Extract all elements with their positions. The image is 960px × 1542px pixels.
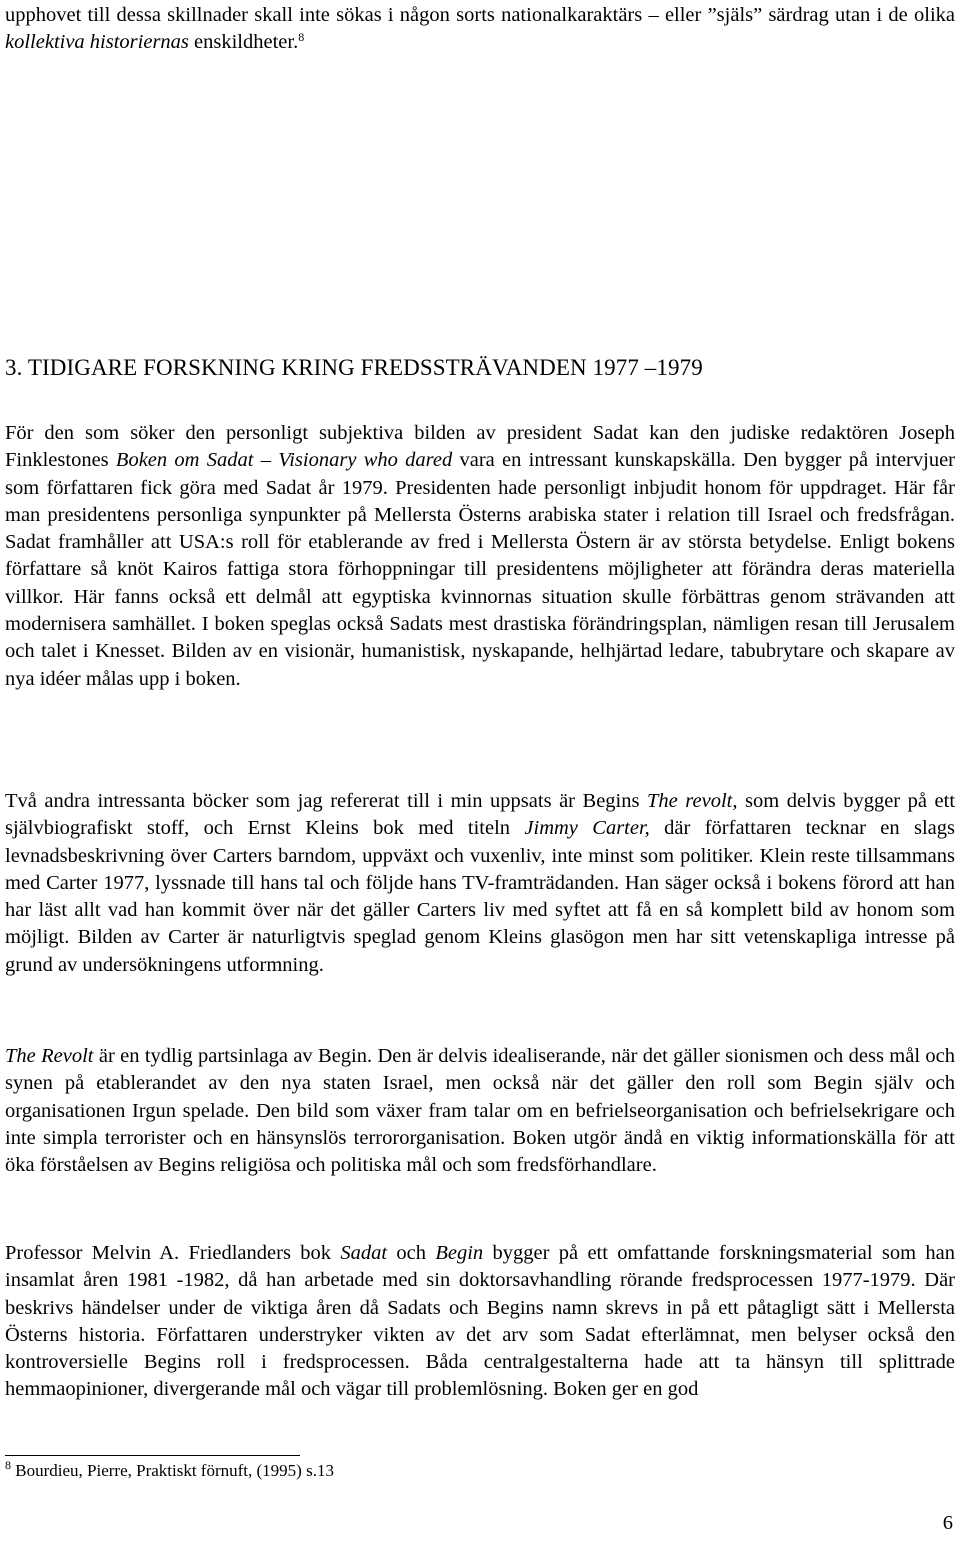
book-title: Boken om Sadat – Visionary who dared bbox=[115, 449, 453, 472]
footnote-marker: 8 bbox=[5, 1458, 11, 1472]
paragraph-text: bygger på ett omfattande forskningsmaterial som han insamlat åren 1981 -1982, då han arbetade med sin doktorsavhandling rörande fredsprocessen 1977-1979. Där beskrivs händelser under de viktiga åren då Sadats och Begins namn skrevs in på ett påtagligt sätt i Mellersta Österns historia. Författaren understryker vikten av det arv som Sadat efterlämnat, men belyser också den kontroversielle Begins roll i fredsprocessen. Båda centralgestalterna hade att ta hänsyn till splittrade hemmaopinioner, divergerande mål och vägar till problemlösning. Boken ger en god bbox=[5, 1242, 955, 1401]
section-heading: 3. TIDIGARE FORSKNING KRING FREDSSTRÄVANDEN 1977 –1979 bbox=[5, 355, 703, 380]
footnote bbox=[5, 1460, 334, 1482]
paragraph-the-revolt bbox=[5, 1043, 955, 1179]
paragraph-text: som delvis bygger på ett självbiografiskt stoff, och Ernst Kleins bok med titeln bbox=[5, 790, 956, 840]
intro-paragraph bbox=[5, 2, 955, 57]
footnote-text: Bourdieu, Pierre, Praktiskt förnuft, (1995) s.13 bbox=[11, 1461, 334, 1480]
footnote-reference: 8 bbox=[298, 30, 305, 45]
paragraph-text: vara en intressant kunskapskälla. Den bygger på intervjuer som författaren fick göra med Sadat år 1979. Presidenten hade personligt inbjudit honom för uppdraget. Här får man presidentens personliga synpunkter på Mellersta Österns arabiska stater i relation till Israel och fredsfrågan. Sadat framhåller att USA:s roll för etablerande av fred i Mellersta Östern är av största betydelse. Enligt bokens författare så knöt Kairos fattiga stora förhoppningar till presidentens möjligheter att förändra deras materiella villkor. Här fanns också ett delmål att egyptiska kvinnornas situation skulle förbättras genom strävanden att modernisera samhället. I boken speglas också Sadats mest drastiska förändringsplan, nämligen resan till Jerusalem och talet i Knesset. Bilden av en visionär, humanistisk, nyskapande, helhjärtad ledare, tabubrytare och skapare av nya idéer målas upp i boken. bbox=[5, 449, 955, 690]
paragraph-text: Professor Melvin A. Friedlanders bok bbox=[5, 1242, 341, 1264]
paragraph-text: där författaren tecknar en slags levnadsbeskrivning över Carters barndom, uppväxt och vuxenliv, inte minst som politiker. Klein reste tillsammans med Carter 1977, lyssnade till hans tal och följde hans TV-framträdanden. Han säger också i bokens förord att han har läst allt vad han kommit över när det gäller Carters liv med syftet att få en så komplett bild av honom som möjligt. Bilden av Carter är naturligtvis speglad genom Kleins glasögon men har sitt vetenskapliga intresse på grund av undersökningens utformning. bbox=[5, 817, 956, 976]
book-title: Jimmy Carter, bbox=[524, 817, 650, 840]
page-number: 6 bbox=[942, 1512, 953, 1534]
intro-italic-text: kollektiva historiernas bbox=[5, 31, 189, 54]
paragraph-text: Två andra intressanta böcker som jag refererat till i min uppsats är Begins bbox=[5, 790, 648, 812]
book-title: Begin bbox=[435, 1242, 484, 1264]
book-title: The Revolt bbox=[5, 1045, 94, 1067]
footnote-separator bbox=[5, 1455, 300, 1456]
paragraph-text: För den som söker den personligt subjektiva bilden av president Sadat kan den judiske redaktören Joseph Finklestones bbox=[5, 422, 955, 472]
paragraph-text: är en tydlig partsinlaga av Begin. Den är delvis idealiserande, när det gäller sionismen och dess mål och synen på etablerandet av den nya staten Israel, men också när det gäller den roll som Begin själv och organisationen Irgun spelade. Den bild som växer fram talar om en befrielseorganisation och befrielsekrigare och inte simpla terrorister och en hänsynslös terrororganisation. Boken utgör ändå en viktig informationskälla för att öka förståelsen av Begins religiösa och politiska mål och som fredsförhandlare. bbox=[5, 1045, 955, 1177]
paragraph-begin-klein bbox=[5, 788, 955, 979]
paragraph-friedlander bbox=[5, 1240, 955, 1404]
intro-text-1: upphovet till dessa skillnader skall inte sökas i någon sorts nationalkaraktärs – eller ”själs” särdrag utan i de olika bbox=[5, 4, 955, 26]
paragraph-text: och bbox=[387, 1242, 436, 1264]
paragraph-finklestone bbox=[5, 420, 955, 693]
intro-text-2: enskildheter. bbox=[188, 31, 299, 54]
book-title: The revolt, bbox=[647, 790, 738, 812]
book-title: Sadat bbox=[340, 1242, 388, 1264]
